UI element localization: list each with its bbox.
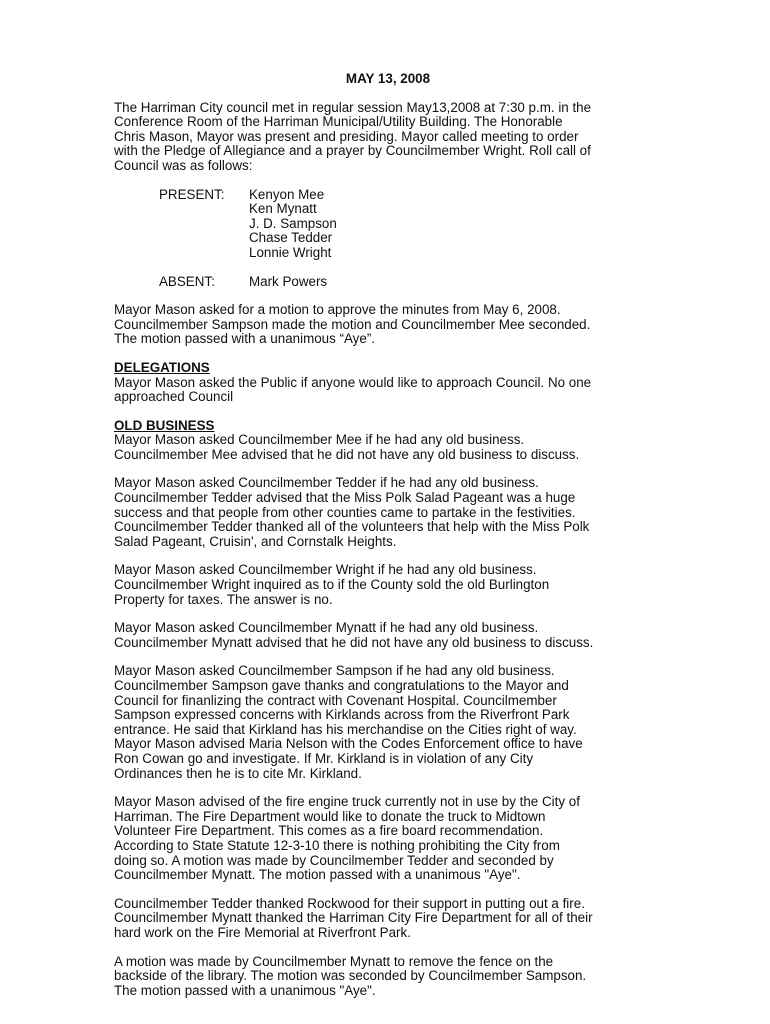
old-business-heading: OLD BUSINESS xyxy=(114,417,215,433)
absent-label: ABSENT: xyxy=(159,273,215,289)
old-business-section xyxy=(114,419,662,463)
absent-row xyxy=(159,275,662,290)
fire-engine-paragraph: Mayor Mason advised of the fire engine truck currently not in use by the City of Harriman. The Fire Department would like to donate the truck to Midtown Volunteer Fire Department. This comes as a fire board recommendation. According to State Statute 12-3-10 there is nothing prohibiting the City from doing so. A motion was made by Councilmember Tedder and seconded by Councilmember Mynatt. The motion passed with a unanimous "Aye". xyxy=(114,794,580,883)
wright-paragraph: Mayor Mason asked Councilmember Wright if he had any old business. Councilmember Wright inquired as to if the County sold the old Burlington Property for taxes. The answer is no. xyxy=(114,562,550,607)
intro-paragraph: The Harriman City council met in regular session May13,2008 at 7:30 p.m. in the Conference Room of the Harriman Municipal/Utility Building. The Honorable Chris Mason, Mayor was present and presiding. Mayor called meeting to order with the Pledge of Allegiance and a prayer by Councilmember Wright. Roll call of Council was as follows: xyxy=(114,99,592,173)
delegations-text: Mayor Mason asked the Public if anyone would like to approach Council. No one approached Council xyxy=(114,374,592,405)
roll-call xyxy=(159,188,662,290)
delegations-section xyxy=(114,361,662,405)
mynatt-paragraph: Mayor Mason asked Councilmember Mynatt if he had any old business. Councilmember Mynatt advised that he did not have any old business to discuss. xyxy=(114,620,594,650)
present-names: Kenyon Mee Ken Mynatt J. D. Sampson Chase Tedder Lonnie Wright xyxy=(249,186,337,260)
fence-motion-paragraph: A motion was made by Councilmember Mynatt to remove the fence on the backside of the library. The motion was seconded by Councilmember Sampson. The motion passed with a unanimous "Aye". xyxy=(114,953,587,998)
sampson-paragraph: Mayor Mason asked Councilmember Sampson if he had any old business. Councilmember Sampson gave thanks and congratulations to the Mayor and Council for finanlizing the contract with Covenant Hospital. Councilmember Sampson expressed concerns with Kirklands across from the Riverfront Park entrance. He said that Kirkland has his merchandise on the Cities right of way. Mayor Mason advised Maria Nelson with the Codes Enforcement office to have Ron Cowan go and investigate. If Mr. Kirkland is in violation of any City Ordinances then he is to cite Mr. Kirkland. xyxy=(114,663,583,781)
old-business-text: Mayor Mason asked Councilmember Mee if he had any old business. Councilmember Mee advised that he did not have any old business to discuss. xyxy=(114,432,580,462)
document-title: MAY 13, 2008 xyxy=(345,71,431,86)
document-page xyxy=(114,72,662,1012)
present-row xyxy=(159,188,662,261)
absent-names: Mark Powers xyxy=(249,273,328,289)
minutes-approval-paragraph: Mayor Mason asked for a motion to approve the minutes from May 6, 2008. Councilmember Sampson made the motion and Councilmember Mee seconded. The motion passed with a unanimous “Aye”. xyxy=(114,302,591,347)
present-label: PRESENT: xyxy=(159,186,225,202)
thanks-paragraph: Councilmember Tedder thanked Rockwood for their support in putting out a fire. Councilmember Mynatt thanked the Harriman City Fire Department for all of their hard work on the Fire Memorial at Riverfront Park. xyxy=(114,895,593,940)
delegations-heading: DELEGATIONS xyxy=(114,359,210,375)
tedder-paragraph: Mayor Mason asked Councilmember Tedder if he had any old business. Councilmember Tedder advised that the Miss Polk Salad Pageant was a huge success and that people from other counties came to partake in the festivities. Councilmember Tedder thanked all of the volunteers that help with the Miss Polk Salad Pageant, Cruisin', and Cornstalk Heights. xyxy=(114,475,590,549)
